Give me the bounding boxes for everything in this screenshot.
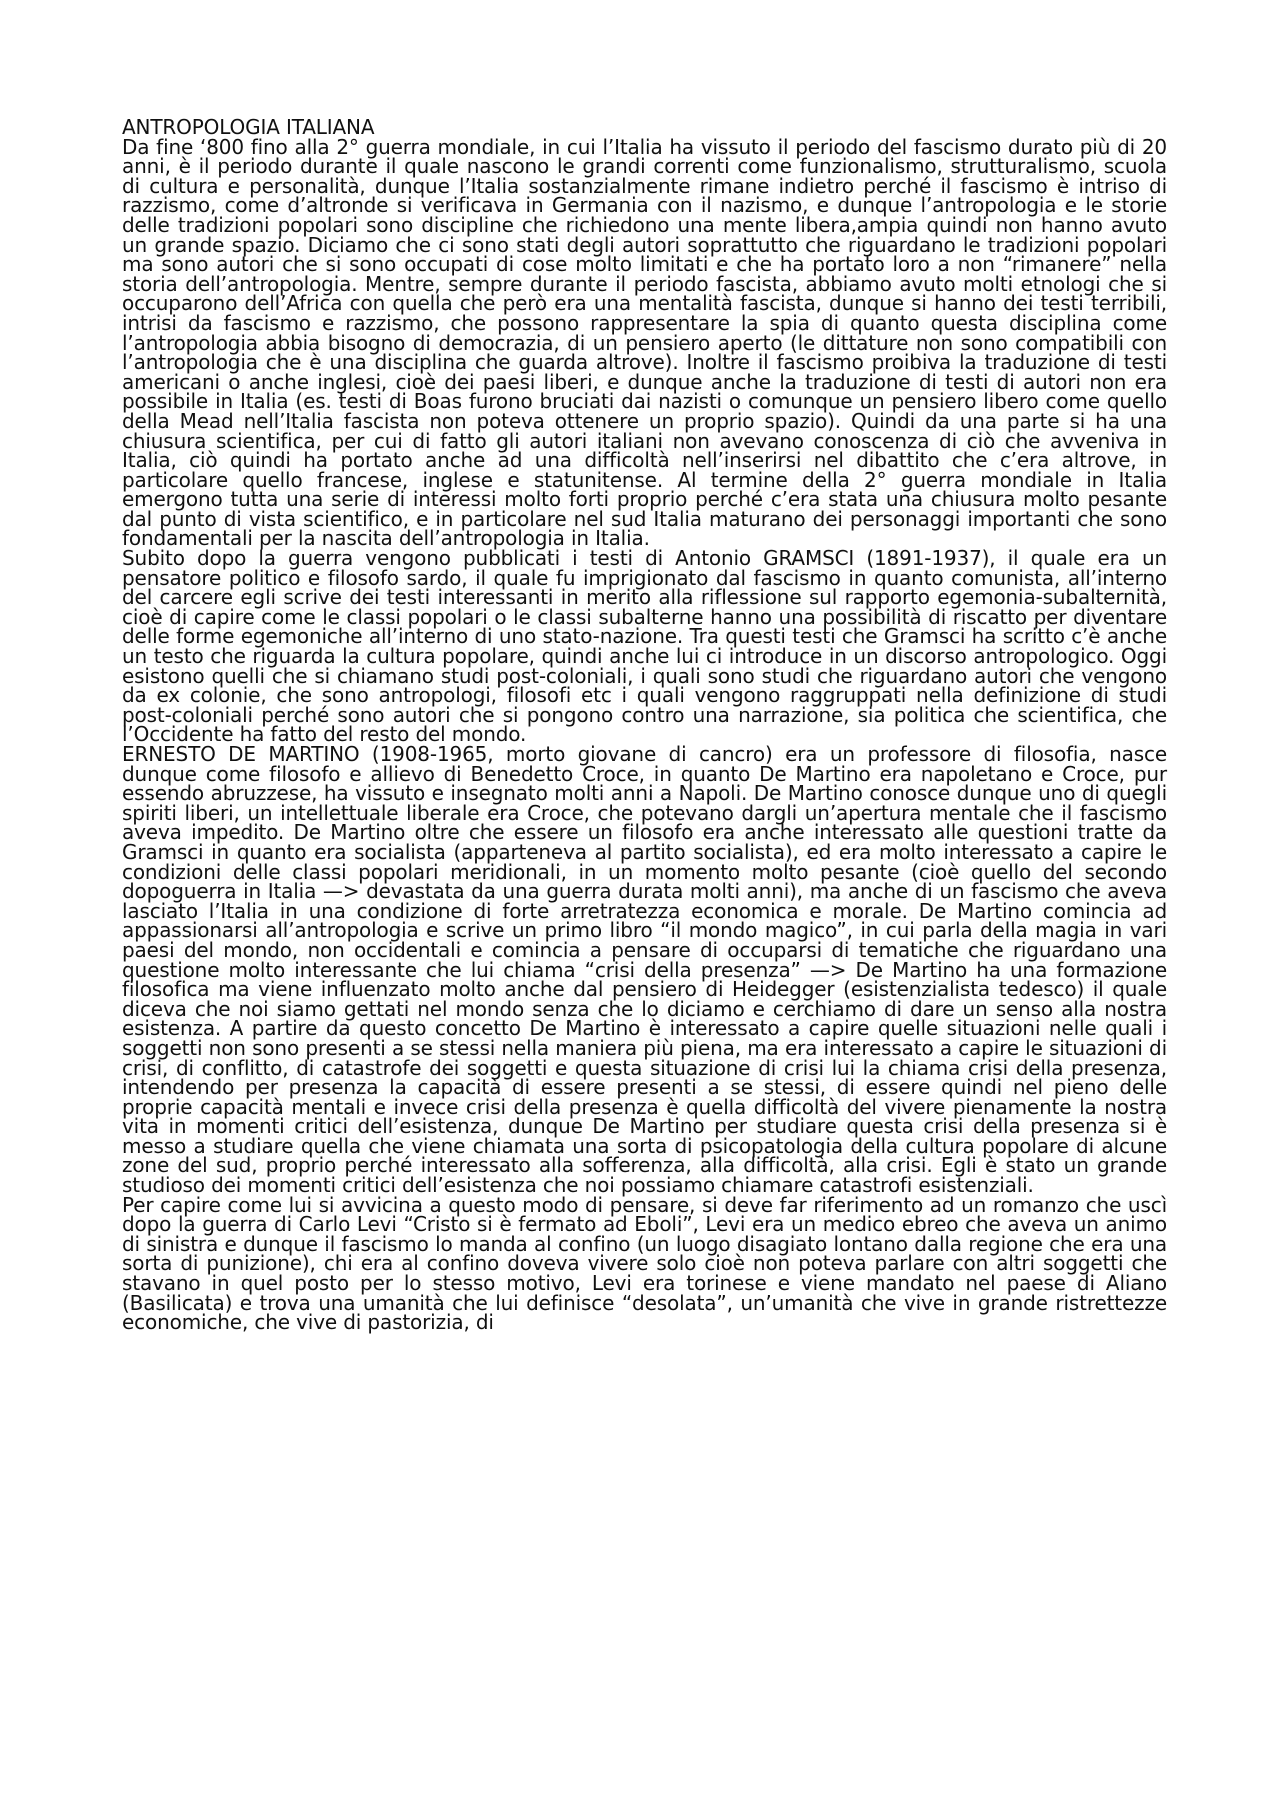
paragraph-italian-anthropology-intro: Da fine ‘800 fino alla 2° guerra mondiale, in cui l’Italia ha vissuto il periodo del fascismo durato più di 20 anni, è il periodo durante il quale nascono le grandi correnti come funzionalismo, strutturalismo, scuola di cultura e personalità, dunque l’Italia sostanzialmente rimane indietro perché il fascismo è intriso di razzismo, come d’altronde si verificava in Germania con il nazismo, e dunque l’antropologia e le storie delle tradizioni popolari sono discipline che richiedono una mente libera,ampia quindi non hanno avuto un grande spazio. Diciamo che ci sono stati degli autori soprattutto che riguardano le tradizioni popolari ma sono autori che si sono occupati di cose molto limitati e che ha portato loro a non “rimanere” nella storia dell’antropologia. Mentre, sempre durante il periodo fascista, abbiamo avuto molti etnologi che si occuparono dell’Africa con quella che però era una mentalità fascista, dunque si hanno dei testi terribili, intrisi da fascismo e razzismo, che possono rappresentare la spia di quanto questa disciplina come l’antropologia abbia bisogno di democrazia, di un pensiero aperto (le dittature non sono compatibili con l’antropologia che è una disciplina che guarda altrove). Inoltre il fascismo proibiva la traduzione di testi americani o anche inglesi, cioè dei paesi liberi, e dunque anche la traduzione di testi di autori non era possibile in Italia (es. testi di Boas furono bruciati dai nazisti o comunque un pensiero libero come quello della Mead nell’Italia fascista non poteva ottenere un proprio spazio). Quindi da una parte si ha una chiusura scientifica, per cui di fatto gli autori italiani non avevano conoscenza di ciò che avveniva in Italia, ciò quindi ha portato anche ad una difficoltà nell’inserirsi nel dibattito che c’era altrove, in particolare quello francese, inglese e statunitense. Al termine della 2° guerra mondiale in Italia emergono tutta una serie di interessi molto forti proprio perché c’era stata una chiusura molto pesante dal punto di vista scientifico, e in particolare nel sud Italia maturano dei personaggi importanti che sono fondamentali per la nascita dell’antropologia in Italia. (122, 134, 1167, 551)
paragraph-de-martino: ERNESTO DE MARTINO (1908-1965, morto giovane di cancro) era un professore di filosofia, nasce dunque come filosofo e allievo di Benedetto Croce, in quanto De Martino era napoletano e Croce, pur essendo abruzzese, ha vissuto e insegnato molti anni a Napoli. De Martino conosce dunque uno di quegli spiriti liberi, un intellettuale liberale era Croce, che potevano dargli un’apertura mentale che il fascismo aveva impedito. De Martino oltre che essere un filosofo era anche interessato alle questioni tratte da Gramsci in quanto era socialista (apparteneva al partito socialista), ed era molto interessato a capire le condizioni delle classi popolari meridionali, in un momento molto pesante (cioè quello del secondo dopoguerra in Italia —> devastata da una guerra durata molti anni), ma anche di un fascismo che aveva lasciato l’Italia in una condizione di forte arretratezza economica e morale. De Martino comincia ad appassionarsi all’antropologia e scrive un primo libro “il mondo magico”, in cui parla della magia in vari paesi del mondo, non occidentali e comincia a pensare di occuparsi di tematiche che riguardano una questione molto interessante che lui chiama “crisi della presenza” —> De Martino ha una formazione filosofica ma viene influenzato molto anche dal pensiero di Heidegger (esistenzialista tedesco) il quale diceva che noi siamo gettati nel mondo senza che lo diciamo e cerchiamo di dare un senso alla nostra esistenza. A partire da questo concetto De Martino è interessato a capire quelle situazioni nelle quali i soggetti non sono presenti a se stessi nella maniera più piena, ma era interessato a capire le situazioni di crisi, di conflitto, di catastrofe dei soggetti e questa situazione di crisi lui la chiama crisi della presenza, intendendo per presenza la capacità di essere presenti a se stessi, di essere quindi nel pieno delle proprie capacità mentali e invece crisi della presenza è quella difficoltà del vivere pienamente la nostra vita in momenti critici dell’esistenza, dunque De Martino per studiare questa crisi della presenza si è messo a studiare quella che viene chiamata una sorta di psicopatologia della cultura popolare di alcune zone del sud, proprio perché interessato alla sofferenza, alla difficoltà, alla crisi. Egli è stato un grande studioso dei momenti critici dell’esistenza che noi possiamo chiamare catastrofi esistenziali. (122, 742, 1167, 1198)
paragraph-gramsci: Subito dopo la guerra vengono pubblicati i testi di Antonio GRAMSCI (1891-1937), il quale era un pensatore politico e filosofo sardo, il quale fu imprigionato dal fascismo in quanto comunista, all’interno del carcere egli scrive dei testi interessanti in merito alla riflessione sul rapporto egemonia-subalternità, cioè di capire come le classi popolari o le classi subalterne hanno una possibilità di riscatto per diventare delle forme egemoniche all’interno di uno stato-nazione. Tra questi testi che Gramsci ha scritto c’è anche un testo che riguarda la cultura popolare, quindi anche lui ci introduce in un discorso antropologico. Oggi esistono quelli che si chiamano studi post-coloniali, i quali sono studi che riguardano autori che vengono da ex colonie, che sono antropologi, filosofi etc i quali vengono raggruppati nella definizione di studi post-coloniali perché sono autori che si pongono contro una narrazione, sia politica che scientifica, che l’Occidente ha fatto del resto del mondo. (122, 546, 1167, 747)
paragraph-carlo-levi: Per capire come lui si avvicina a questo modo di pensare, si deve far riferimento ad un romanzo che uscì dopo la guerra di Carlo Levi “Cristo si è fermato ad Eboli”, Levi era un medico ebreo che aveva un animo di sinistra e dunque il fascismo lo manda al confino (un luogo disagiato lontano dalla regione che era una sorta di punizione), chi era al confino doveva vivere solo cioè non poteva parlare con altri soggetti che stavano in quel posto per lo stesso motivo, Levi era torinese e viene mandato nel paese di Aliano (Basilicata) e trova una umanità che lui definisce “desolata”, un’umanità che vive in grande ristrettezze economiche, che vive di pastorizia, di (122, 1192, 1167, 1335)
document-title: ANTROPOLOGIA ITALIANA (122, 115, 375, 139)
document-page (122, 115, 1167, 1335)
